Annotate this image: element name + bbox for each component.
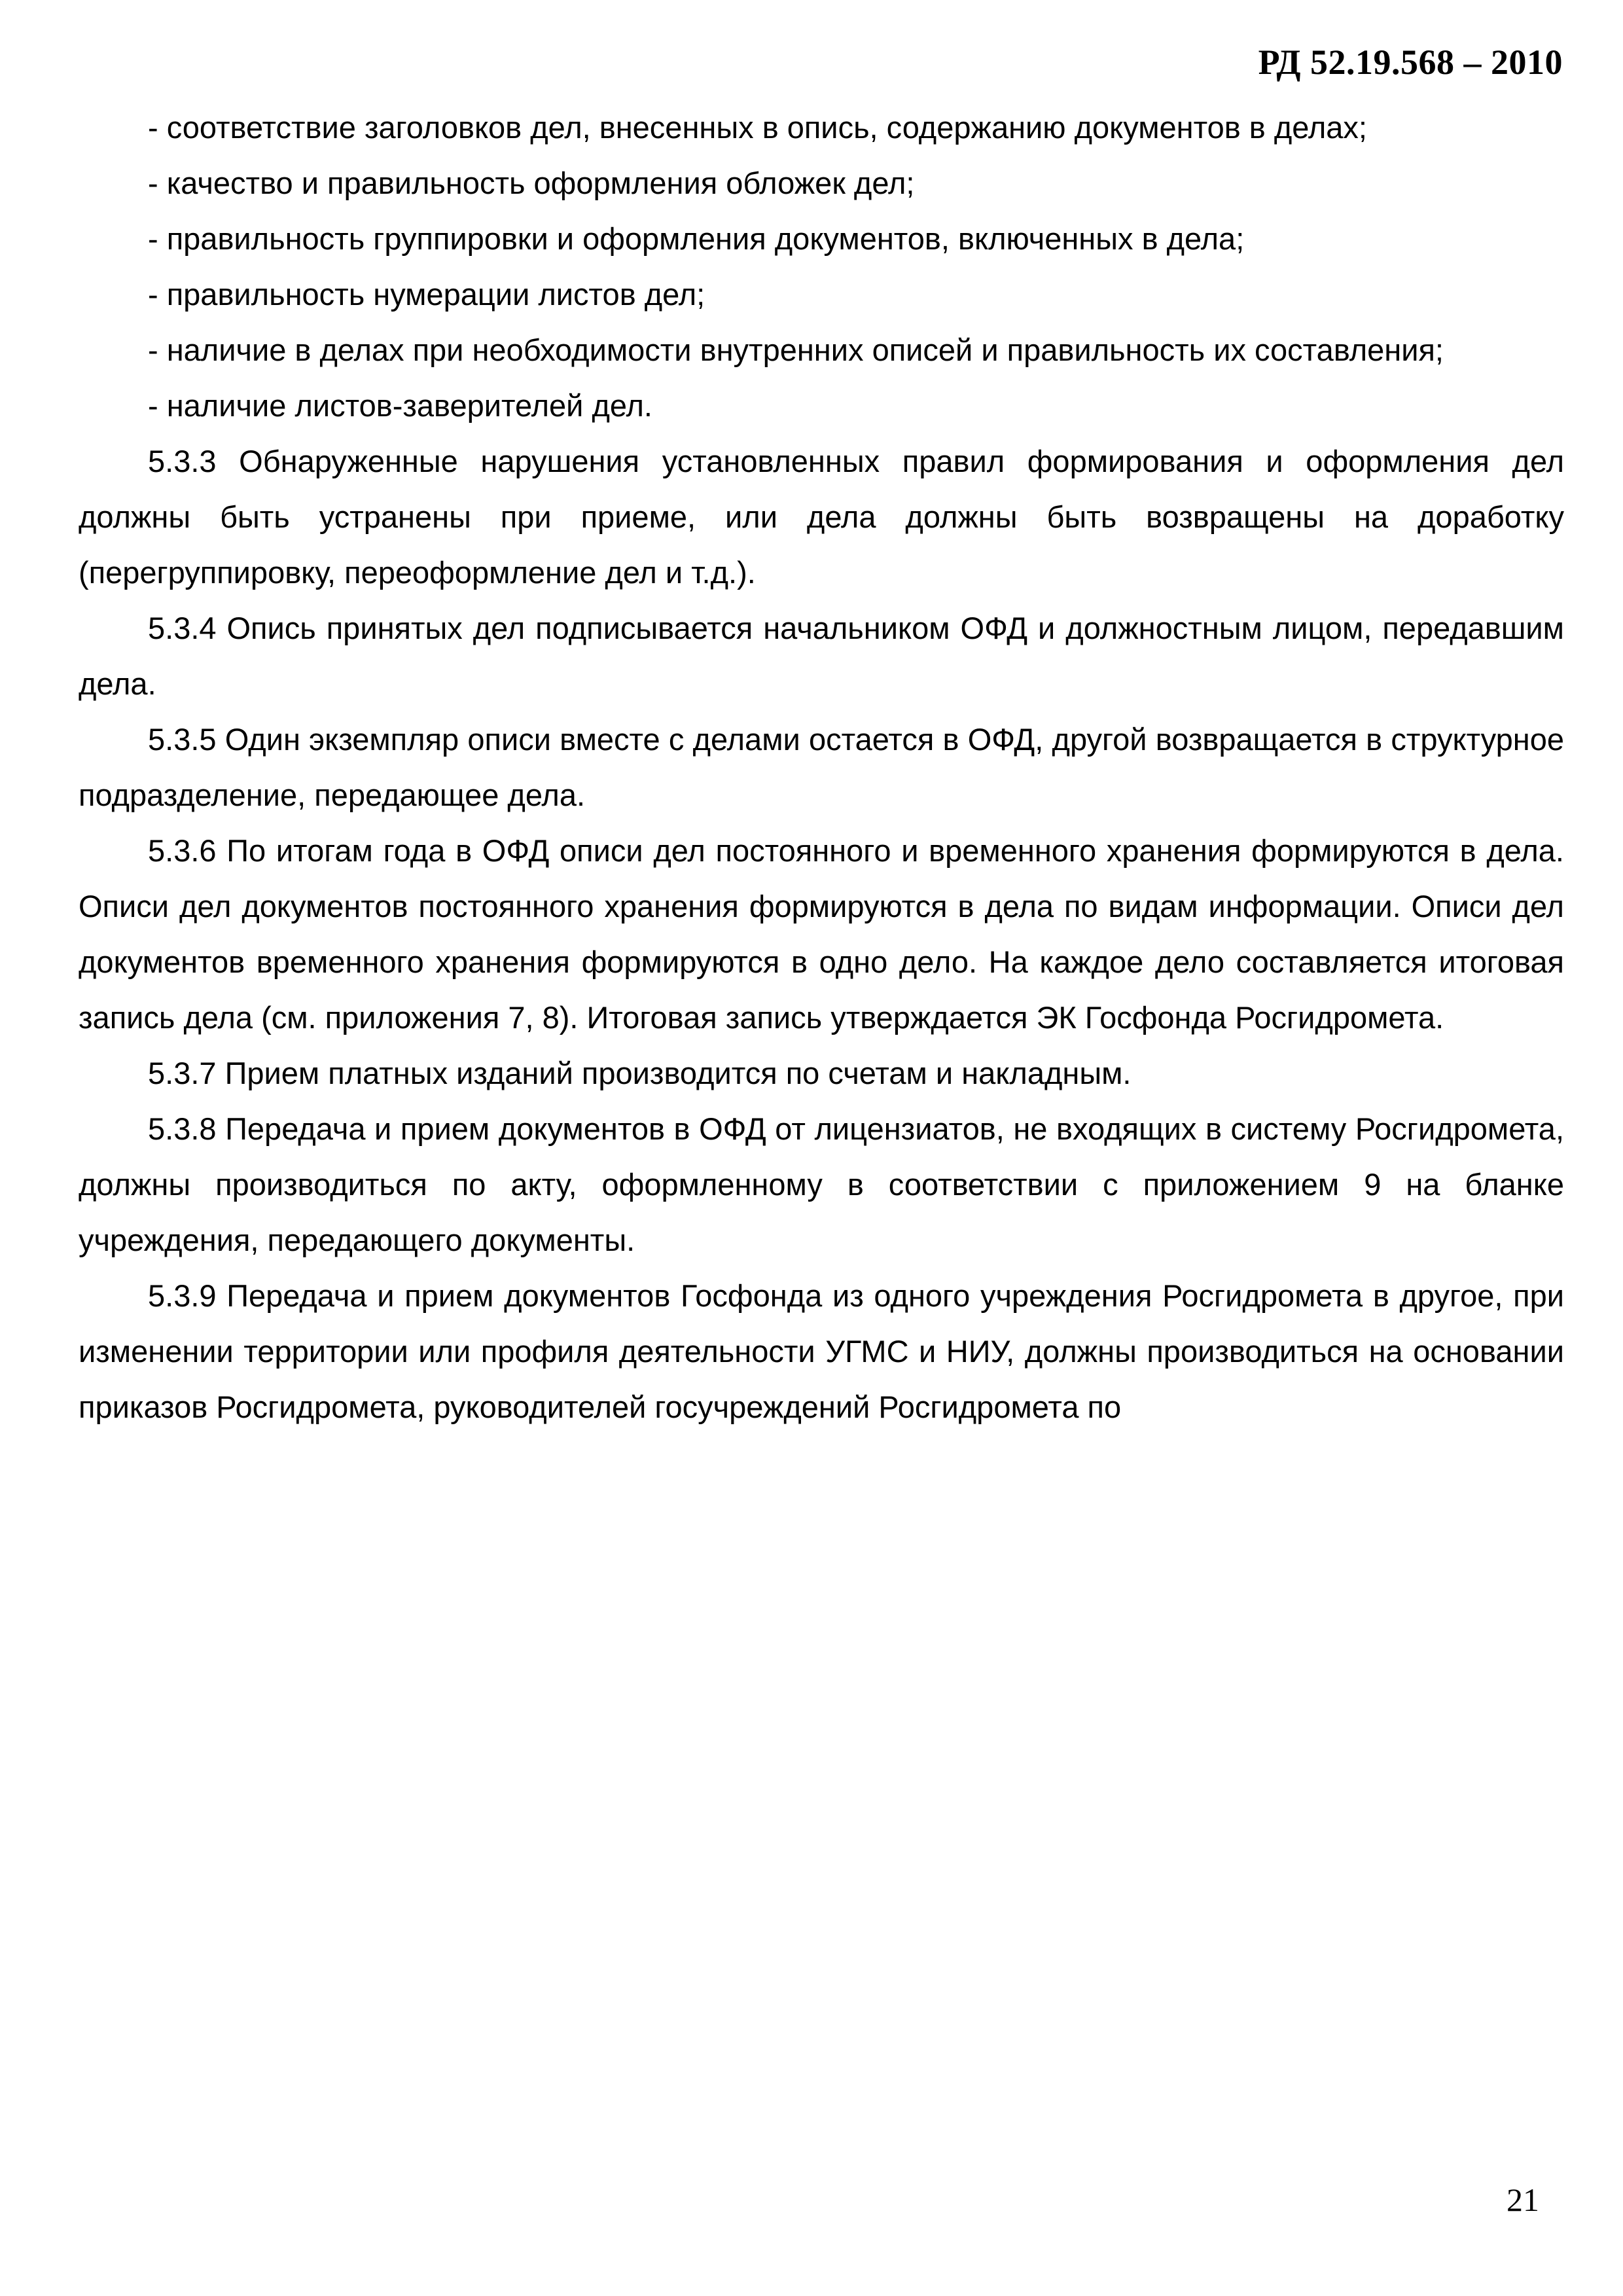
paragraph-5-3-7: 5.3.7 Прием платных изданий производится по счетам и накладным. <box>148 1056 1132 1090</box>
list-item: - правильность нумерации листов дел; <box>148 277 705 312</box>
list-item: - качество и правильность оформления обложек дел; <box>148 166 915 200</box>
list-item: - соответствие заголовков дел, внесенных в опись, содержанию документов в делах; <box>148 110 1367 145</box>
paragraph-5-3-8: 5.3.8 Передача и прием документов в ОФД от лицензиатов, не входящих в систему Росгидромета, должны производиться по акту, оформленному в соответствии с приложением 9 на бланке учреждения, передающего документы. <box>79 1111 1564 1257</box>
paragraph-5-3-5: 5.3.5 Один экземпляр описи вместе с делами остается в ОФД, другой возвращается в структурное подразделение, передающее дела. <box>79 722 1564 812</box>
list-item: - наличие в делах при необходимости внутренних описей и правильность их составления; <box>148 332 1444 367</box>
page-number: 21 <box>1507 2181 1539 2218</box>
paragraph-5-3-9: 5.3.9 Передача и прием документов Госфонда из одного учреждения Росгидромета в другое, при изменении территории или профиля деятельности УГМС и НИУ, должны производиться на основании приказов Росгидромета, руководителей госучреждений Росгидромета по <box>79 1278 1564 1424</box>
list-item: - правильность группировки и оформления документов, включенных в дела; <box>148 221 1245 256</box>
document-code-header: РД 52.19.568 – 2010 <box>1258 43 1563 82</box>
paragraph-5-3-4: 5.3.4 Опись принятых дел подписывается начальником ОФД и должностным лицом, передавшим дела. <box>79 611 1564 701</box>
document-body <box>79 99 1564 1435</box>
list-item: - наличие листов-заверителей дел. <box>148 388 652 423</box>
paragraph-5-3-3: 5.3.3 Обнаруженные нарушения установленных правил формирования и оформления дел должны быть устранены при приеме, или дела должны быть возвращены на доработку (перегруппировку, переоформление дел и т.д.). <box>79 444 1564 590</box>
paragraph-5-3-6: 5.3.6 По итогам года в ОФД описи дел постоянного и временного хранения формируются в дела. Описи дел документов постоянного хранения формируются в дела по видам информации. Описи дел документов временного хранения формируются в одно дело. На каждое дело составляется итоговая запись дела (см. приложения 7, 8). Итоговая запись утверждается ЭК Госфонда Росгидромета. <box>79 833 1564 1035</box>
